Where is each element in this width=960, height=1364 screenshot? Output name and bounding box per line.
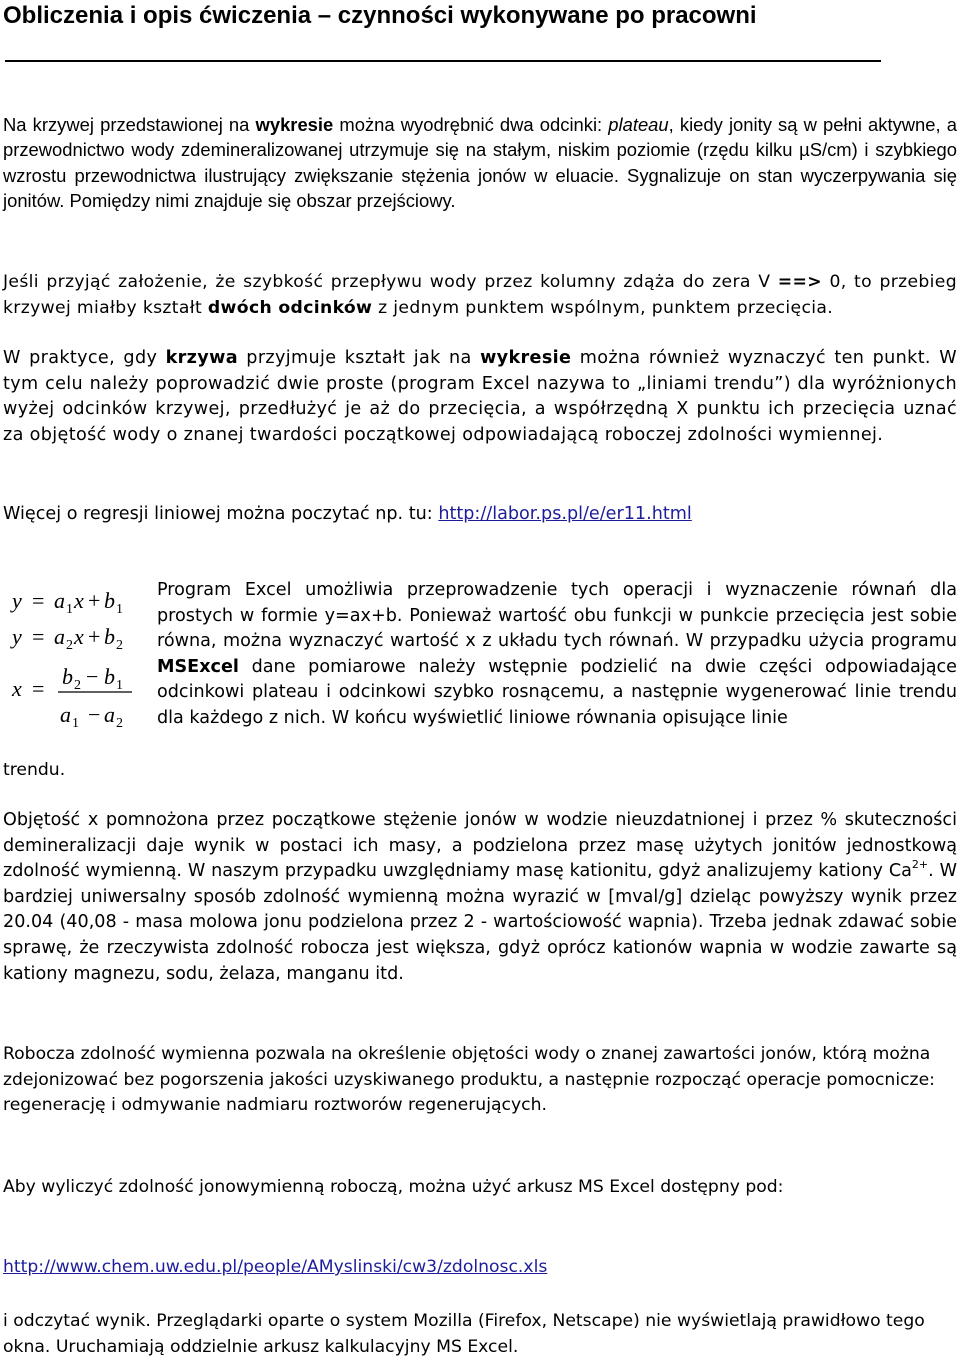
p3-bold-wykresie: wykresie bbox=[480, 348, 572, 368]
p5-text-1: Program Excel umożliwia przeprowadzenie tych operacji i wyznaczenie równań dla prostych w formie y=ax+b. Ponieważ wartość obu funkcji w punkcie przecięcia jest sobie równa, można wyznaczyć wartość x z układu tych równań. W przypadku użycia programu bbox=[157, 580, 957, 652]
formula-num-b1-sub: 1 bbox=[116, 678, 123, 693]
svg-text:+: + bbox=[88, 624, 101, 649]
paragraph-excel-tail: trendu. bbox=[3, 760, 66, 780]
formula-b2-sub: 2 bbox=[116, 638, 123, 653]
paragraph-spreadsheet: Aby wyliczyć zdolność jonowymienną roboczą, można użyć arkusz MS Excel dostępny pod: bbox=[3, 1177, 784, 1197]
formula-a2: a bbox=[54, 624, 65, 649]
p4-text: Więcej o regresji liniowej można poczytać np. tu: bbox=[3, 504, 439, 524]
formula-a1: a bbox=[54, 588, 65, 613]
svg-text:−: − bbox=[88, 702, 101, 727]
regression-link[interactable]: http://labor.ps.pl/e/er11.html bbox=[438, 504, 692, 524]
svg-text:=: = bbox=[32, 624, 45, 649]
formula-y1: y bbox=[12, 588, 22, 613]
intro-text-2: można wyodrębnić dwa odcinki: bbox=[333, 114, 609, 135]
p2-text-2: 0, to przebieg krzywej miałby kształt bbox=[3, 272, 957, 318]
p6-text-2: . W bardziej uniwersalny sposób zdolność wymienną można wyrazić w [mval/g] dzieląc powyższy wynik przez 20.04 (40,08 - masa molowa jonu podzielona przez 2 - wartościowość wapnia). Trzeba jednak zdawać sobie sprawę, że rzeczywista zdolność robocza jest większa, gdyż oprócz kationów wapnia w wodzie zawarte są kationy magnezu, sodu, żelaza, manganu itd. bbox=[3, 861, 957, 984]
formula-den-a2-sub: 2 bbox=[116, 716, 123, 731]
svg-text:−: − bbox=[86, 664, 99, 689]
p3-bold-krzywa: krzywa bbox=[165, 348, 238, 368]
p2-bold-two-segments: dwóch odcinków bbox=[207, 297, 373, 318]
p5-text-2: dane pomiarowe należy wstępnie podzielić na dwie części odpowiadające odcinkowi plateau i odcinkowi szybko rosnącemu, a następnie wygenerować linie trendu dla każdego z nich. W końcu wyświetlić liniowe równania opisujące linie bbox=[157, 656, 957, 728]
formula-num-b2: b bbox=[62, 664, 73, 689]
title-underline bbox=[5, 60, 881, 62]
paragraph-link bbox=[3, 1255, 957, 1281]
p6-superscript: 2+ bbox=[911, 858, 929, 872]
formula-a1-sub: 1 bbox=[66, 602, 73, 617]
formula-b2: b bbox=[104, 624, 115, 649]
formula-den-a2: a bbox=[104, 702, 115, 727]
page-title: Obliczenia i opis ćwiczenia – czynności wykonywane po pracowni bbox=[3, 2, 757, 29]
paragraph-capacity bbox=[3, 808, 957, 987]
p5-bold-msexcel: MSExcel bbox=[157, 656, 239, 677]
p2-bold-arrow: ==> bbox=[777, 272, 823, 292]
formula-den-a1-sub: 1 bbox=[72, 716, 79, 731]
formula-x3: x bbox=[12, 676, 22, 701]
linear-equations-formula bbox=[10, 586, 144, 732]
formula-num-b2-sub: 2 bbox=[74, 678, 81, 693]
spreadsheet-link[interactable]: http://www.chem.uw.edu.pl/people/AMyslinski/cw3/zdolnosc.xls bbox=[3, 1257, 548, 1277]
formula-y2: y bbox=[12, 624, 22, 649]
intro-bold-wykresie: wykresie bbox=[255, 114, 334, 135]
p3-text-2: przyjmuje kształt jak na bbox=[237, 348, 481, 368]
formula-x1: x bbox=[74, 588, 84, 613]
formula-x2: x bbox=[74, 624, 84, 649]
intro-text-3: , kiedy jonity są w pełni aktywne, a przewodnictwo wody zdemineralizowanej utrzymuje się na stałym, niskim poziomie (rzędu kilku µS/cm) i szybkiego wzrostu przewodnictwa ilustrujący zwiększanie stężenia jonów w eluacie. Sygnalizuje on stan wyczerpywania się jonitów. Pomiędzy nimi znajduje się obszar przejściowy. bbox=[3, 114, 957, 212]
intro-paragraph bbox=[3, 112, 957, 214]
formula-b1-sub: 1 bbox=[116, 602, 123, 617]
p2-text-1: Jeśli przyjąć założenie, że szybkość przepływu wody przez kolumny zdąża do zera V bbox=[3, 272, 778, 292]
paragraph-excel bbox=[157, 578, 957, 732]
p6-text-1: Objętość x pomnożona przez początkowe stężenie jonów w wodzie nieuzdatnionej i przez % skuteczności demineralizacji daje wynik w postaci ich masy, a podzielona przez masę użytych jonitów jednostkową zdolność wymienną. W naszym przypadku uwzględniamy masę kationitu, gdyż analizujemy kationy Ca bbox=[3, 810, 957, 882]
p3-text-3: można również wyznaczyć ten punkt. W tym celu należy poprowadzić dwie proste (program Excel nazywa to „liniami trendu”) dla wyróżnionych wyżej odcinków krzywej, przedłużyć je aż do przecięcia, a współrzędną X punktu ich przecięcia uznać za objętość wody o znanej twardości początkowej odpowiadającą roboczej zdolności wymiennej. bbox=[3, 348, 958, 445]
formula-b1: b bbox=[104, 588, 115, 613]
formula-num-b1: b bbox=[104, 664, 115, 689]
svg-text:=: = bbox=[32, 588, 45, 613]
p2-text-3: z jednym punktem wspólnym, punktem przecięcia. bbox=[372, 297, 834, 318]
svg-text:=: = bbox=[32, 676, 45, 701]
intro-italic-plateau: plateau bbox=[608, 114, 669, 135]
paragraph-working-capacity: Robocza zdolność wymienna pozwala na określenie objętości wody o znanej zawartości jonów, którą można zdejonizować bez pogorszenia jakości uzyskiwanego produktu, a następnie rozpocząć operacje pomocnicze: regenerację i odmywanie nadmiaru roztworów regenerujących. bbox=[3, 1044, 935, 1116]
formula-den-a1: a bbox=[60, 702, 71, 727]
p3-text-1: W praktyce, gdy bbox=[3, 348, 166, 368]
formula-a2-sub: 2 bbox=[66, 638, 73, 653]
paragraph-practice bbox=[3, 346, 957, 448]
svg-text:+: + bbox=[88, 588, 101, 613]
intro-text-1: Na krzywej przedstawionej na bbox=[3, 114, 256, 135]
paragraph-regression-link bbox=[3, 502, 957, 528]
paragraph-browsers: i odczytać wynik. Przeglądarki oparte o system Mozilla (Firefox, Netscape) nie wyświetlają prawidłowo tego okna. Uruchamiają oddzielnie arkusz kalkulacyjny MS Excel. bbox=[3, 1311, 925, 1357]
paragraph-assumption bbox=[3, 270, 957, 321]
